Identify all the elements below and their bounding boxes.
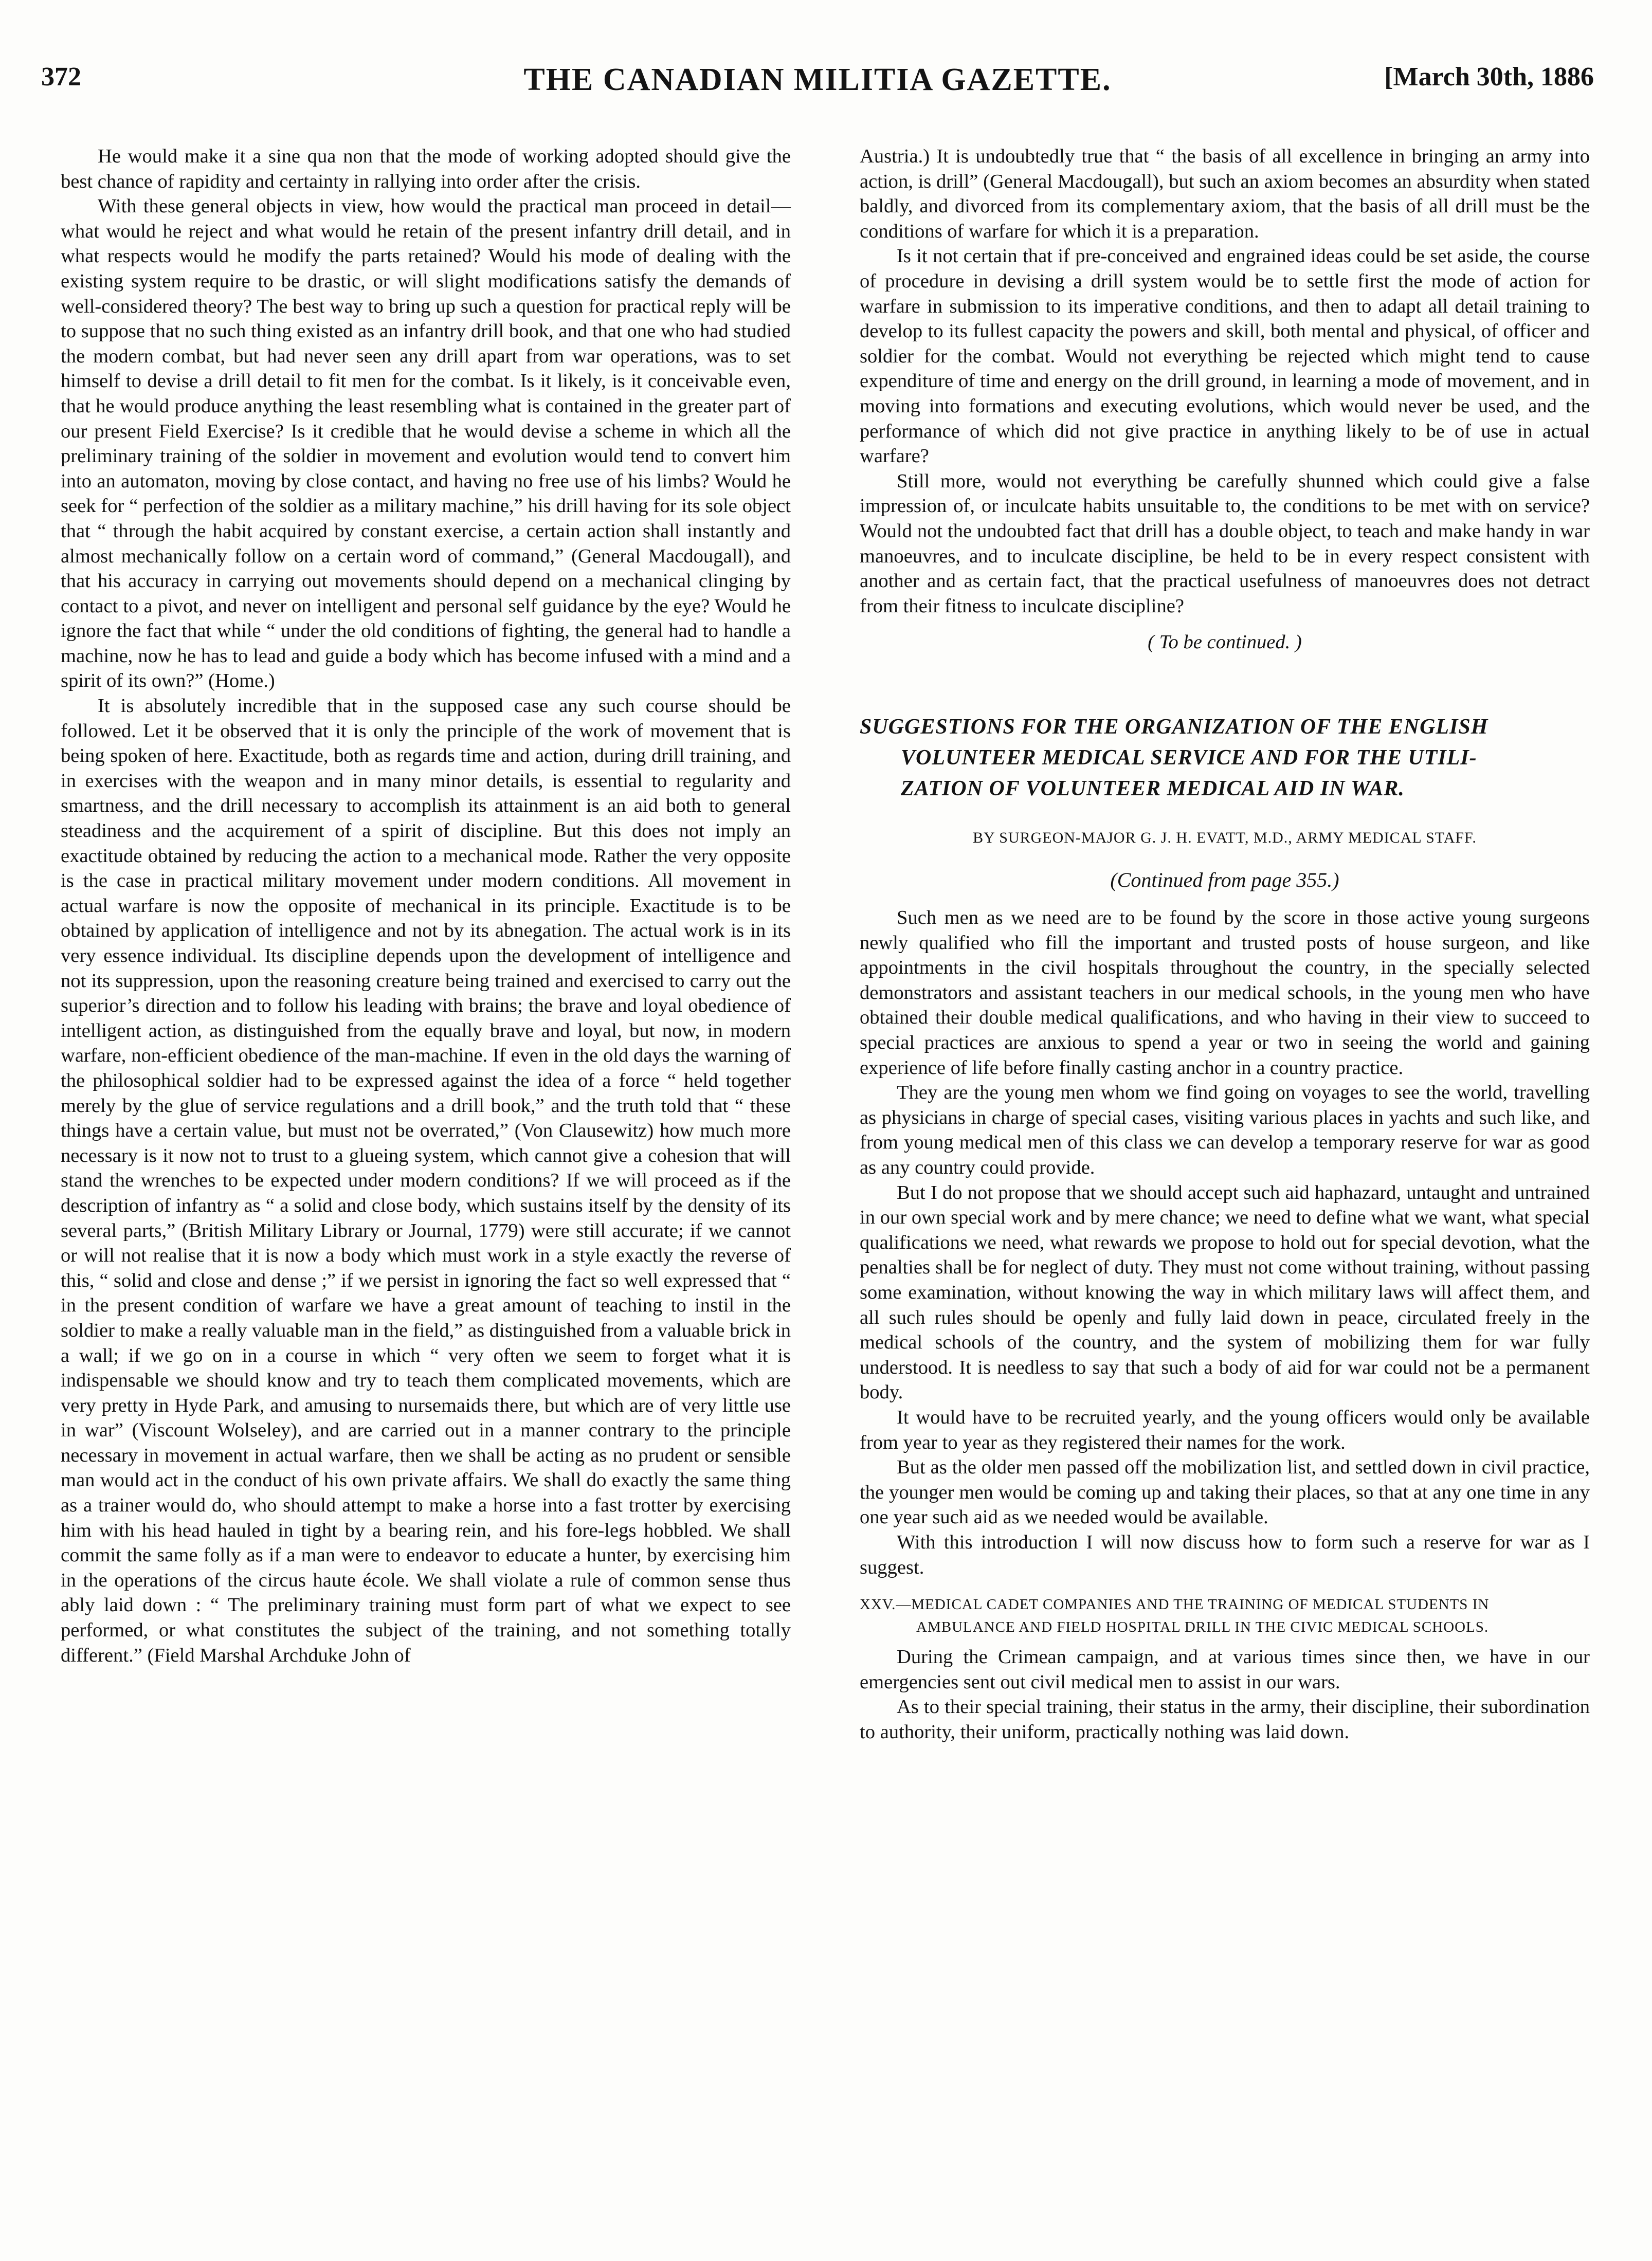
paragraph: But I do not propose that we should accept such aid haphazard, untaught and untrained in our own special work and by mere chance; we need to define what we want, what special qualifications we need, what rewards we propose to hold out for special devotion, what the penalties shall be for neglect of duty. They must not come without training, without passing some examination, without knowing the way in which military laws will affect them, and all such rules should be openly and fully laid down in peace, circulated freely in the medical schools of the country, and the system of mobilizing them for war fully understood. It is needless to say that such a body of aid for war could not be a permanent body. (860, 1181, 1590, 1403)
paragraph: As to their special training, their status in the army, their discipline, their subordination to authority, their uniform, practically nothing was laid down. (860, 1696, 1590, 1743)
right-column (860, 144, 1590, 1744)
to-be-continued-note: ( To be continued. ) (1148, 631, 1302, 653)
paragraph: Austria.) It is undoubtedly true that “ the basis of all excellence in bringing an army into action, is drill” (General Macdougall), but such an axiom becomes an absurdity when stated baldly, and divorced from its complementary axiom, that the basis of all drill must be the conditions of warfare for which it is a preparation. (860, 145, 1590, 242)
page-header (41, 62, 1594, 103)
paragraph: Still more, would not everything be carefully shunned which could give a false impression of, or inculcate habits unsuitable to, the conditions to be met with on service? Would not the undoubted fact that drill has a double object, to teach and make handy in war manoeuvres, and to inculcate discipline, be held to be in every respect consistent with another and as certain fact, that the practical usefulness of manoeuvres does not detract from their fitness to inculcate discipline? (860, 470, 1590, 617)
article-title-line: ZATION OF VOLUNTEER MEDICAL AID IN WAR. (901, 776, 1405, 800)
left-column (61, 144, 791, 1668)
article-title-line: SUGGESTIONS FOR THE ORGANIZATION OF THE ENGLISH (860, 715, 1488, 739)
article-title (860, 712, 1590, 804)
paragraph: With these general objects in view, how would the practical man proceed in detail—what would he reject and what would he retain of the present infantry drill detail, and in what respects would he modify the parts retained? Would his mode of dealing with the existing system require to be drastic, or will slight modifications satisfy the demands of well-considered theory? The best way to bring up such a question for practical reply will be to suppose that no such thing existed as an infantry drill book, and that one who had studied the modern combat, but had never seen any drill apart from war operations, was to set himself to devise a drill detail to fit men for the combat. Is it likely, is it conceivable even, that he would produce anything the least resembling what is contained in the greater part of our present Field Exercise? Is it credible that he would devise a scheme in which all the preliminary training of the soldier in movement and evolution would tend to convert him into an automaton, moving by close contact, and having no free use of his limbs? Would he seek for “ perfection of the soldier as a military machine,” his drill having for its sole object that “ through the habit acquired by constant exercise, a certain action shall instantly and almost mechanically follow on a certain word of command,” (General Macdougall), and that his accuracy in carrying out movements should depend on a mechanical clinging by contact to a pivot, and never on intelligent and personal self guidance by the eye? Would he ignore the fact that while “ under the old conditions of fighting, the general had to handle a machine, now he has to lead and guide a body which has become infused with a mind and a spirit of its own?” (Home.) (61, 195, 791, 692)
continued-from-note: (Continued from page 355.) (1110, 868, 1339, 892)
paragraph: It is absolutely incredible that in the supposed case any such course should be followed. Let it be observed that it is only the principle of the work of movement that is being spoken of here. Exactitude, both as regards time and action, during drill training, and in exercises with the weapon and in many minor details, is essential to regularity and smartness, and the drill necessary to accomplish its attainment is an aid both to general steadiness and the acquirement of a spirit of discipline. But this does not imply an exactitude obtained by reducing the action to a mechanical mode. Rather the very opposite is the case in practical military movement under modern conditions. All movement in actual warfare is now the opposite of mechanical in its principle. Exactitude is to be obtained by application of intelligence and not by its abnegation. The actual work is in its very essence individual. Its discipline depends upon the development of intelligence and not its suppression, upon the reasoning creature being trained and exercised to carry out the superior’s direction and to follow his leading with brains; the brave and loyal obedience of intelligent action, as distinguished from the equally brave and loyal, but now, in modern warfare, non-efficient obedience of the man-machine. If even in the old days the warning of the philosophical soldier had to be expressed against the idea of a force “ held together merely by the glue of service regulations and a drill book,” and the truth told that “ these things have a certain value, but must not be overrated,” (Von Clausewitz) how much more necessary is it now not to trust to a glueing system, which cannot give a cohesion that will stand the wrenches to be expected under modern conditions? If we will proceed as if the description of infantry as “ a solid and close body, which sustains itself by the density of its several parts,” (British Military Library or Journal, 1779) were still accurate; if we cannot or will not realise that it is now a body which must work in a style exactly the reverse of this, “ solid and close and dense ;” if we persist in ignoring the fact so well expressed that “ in the present condition of warfare we have a great amount of teaching to instil in the soldier to make a really valuable man in the field,” as distinguished from a valuable brick in a wall; if we go on in a course in which “ very often we seem to forget what it is indispensable we should know and try to teach them complicated movements, which are very pretty in Hyde Park, and amusing to nursemaids there, but which are of very little use in war” (Viscount Wolseley), and are carried out in a manner contrary to the principle necessary in movement in actual warfare, then we shall be acting as no prudent or sensible man would act in the conduct of his own private affairs. We shall do exactly the same thing as a trainer would do, who should attempt to make a horse into a fast trotter by exercising him with his head hauled in tight by a bearing rein, and his fore-legs hobbled. We shall commit the same folly as if a man were to endeavor to educate a hunter, by exercising him in the operations of the circus haute école. We shall violate a rule of common sense thus ably laid down : “ The preliminary training must form part of what we expect to see performed, or what constitutes the subject of the training, and not something totally different.” (Field Marshal Archduke John of (61, 695, 791, 1666)
article-byline: BY SURGEON-MAJOR G. J. H. EVATT, M.D., ARMY MEDICAL STAFF. (973, 829, 1477, 846)
paragraph: He would make it a sine qua non that the mode of working adopted should give the best chance of rapidity and certainty in rallying into order after the crisis. (61, 145, 791, 192)
paragraph: They are the young men whom we find going on voyages to see the world, travelling as physicians in charge of special cases, visiting various places in yachts and such like, and from young medical men of this class we can develop a temporary reserve for war as good as any country could provide. (860, 1082, 1590, 1178)
paragraph: During the Crimean campaign, and at various times since then, we have in our emergencies sent out civil medical men to assist in our wars. (860, 1646, 1590, 1693)
page-number: 372 (41, 62, 81, 92)
publication-title: THE CANADIAN MILITIA GAZETTE. (523, 62, 1112, 97)
issue-date: [March 30th, 1886 (1384, 62, 1594, 92)
paragraph: But as the older men passed off the mobilization list, and settled down in civil practice, the younger men would be coming up and taking their places, so that at any one time in any one year such aid as we needed would be available. (860, 1456, 1590, 1528)
paragraph: Is it not certain that if pre-conceived and engrained ideas could be set aside, the course of procedure in devising a drill system would be to settle first the mode of action for warfare in submission to its imperative conditions, and then to adapt all detail training to develop to its fullest capacity the powers and skill, both mental and physical, of officer and soldier for the combat. Would not everything be rejected which might tend to cause expenditure of time and energy on the drill ground, in learning a mode of movement, and in moving into formations and executing evolutions, which would never be used, and the performance of which did not give practice in anything likely to be of use in actual warfare? (860, 245, 1590, 467)
paragraph: With this introduction I will now discuss how to form such a reserve for war as I suggest. (860, 1531, 1590, 1578)
article-title-line: VOLUNTEER MEDICAL SERVICE AND FOR THE UTILI- (901, 745, 1477, 770)
paragraph: Such men as we need are to be found by the score in those active young surgeons newly qualified who fill the important and trusted posts of house surgeon, and like appointments in the civil hospitals throughout the country, in the specially selected demonstrators and assistant teachers in our medical schools, in the young men who have obtained their double medical qualifications, and who having in their view to succeed to special practices are anxious to spend a year or two in seeing the world and gaining experience of life before finally casting anchor in a country practice. (860, 907, 1590, 1079)
paragraph: It would have to be recruited yearly, and the young officers would only be available from year to year as they registered their names for the work. (860, 1406, 1590, 1453)
section-heading: XXV.—MEDICAL CADET COMPANIES AND THE TRAINING OF MEDICAL STUDENTS IN AMBULANCE AND FIELD HOSPITAL DRILL IN THE CIVIC MEDICAL SCHOOLS. (860, 1596, 1490, 1636)
